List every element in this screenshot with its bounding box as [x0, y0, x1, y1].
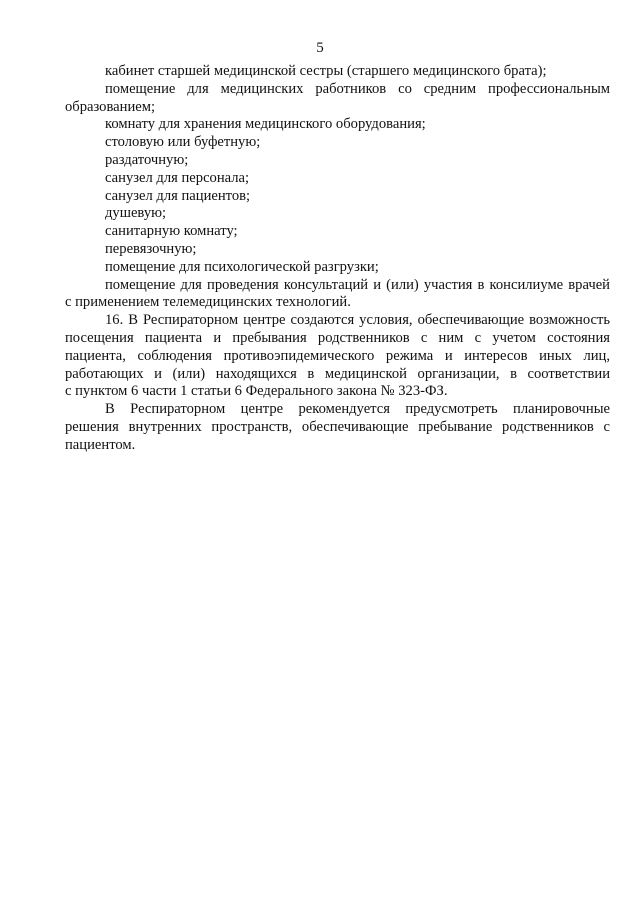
paragraph-line: решения внутренних пространств, обеспечивающие пребывание родственников с [65, 418, 610, 435]
list-item: комнату для хранения медицинского оборудования; [105, 116, 426, 133]
list-item-continuation: с применением телемедицинских технологий. [65, 294, 351, 311]
paragraph-line: пациентом. [65, 436, 136, 453]
list-item: санузел для пациентов; [105, 187, 251, 204]
paragraph-16-line: работающих и (или) находящихся в медицинской организации, в соответствии [65, 365, 610, 382]
paragraph-16-line: посещения пациента и пребывания родственников с ним с учетом состояния [65, 329, 610, 346]
list-item: кабинет старшей медицинской сестры (старшего медицинского брата); [105, 63, 547, 79]
paragraph-16-line: пациента, соблюдения противоэпидемического режима и интересов иных лиц, [65, 347, 610, 364]
list-item: санитарную комнату; [105, 223, 238, 240]
paragraph-16-line: 16. В Респираторном центре создаются условия, обеспечивающие возможность [105, 312, 610, 329]
list-item-continuation: образованием; [65, 98, 156, 115]
list-item: помещение для психологической разгрузки; [105, 258, 379, 275]
list-item: помещение для проведения консультаций и (или) участия в консилиуме врачей [105, 276, 610, 293]
list-item: помещение для медицинских работников со средним профессиональным [105, 80, 610, 97]
list-item: столовую или буфетную; [105, 134, 261, 151]
list-item: душевую; [105, 205, 167, 222]
list-item: санузел для персонала; [105, 169, 250, 186]
list-item: перевязочную; [105, 240, 197, 257]
paragraph-16-line: с пунктом 6 части 1 статьи 6 Федерального закона № 323-ФЗ. [65, 383, 448, 400]
page-number: 5 [316, 40, 324, 56]
document-body [65, 63, 610, 455]
paragraph-line: В Респираторном центре рекомендуется предусмотреть планировочные [105, 401, 610, 418]
list-item: раздаточную; [105, 151, 189, 168]
